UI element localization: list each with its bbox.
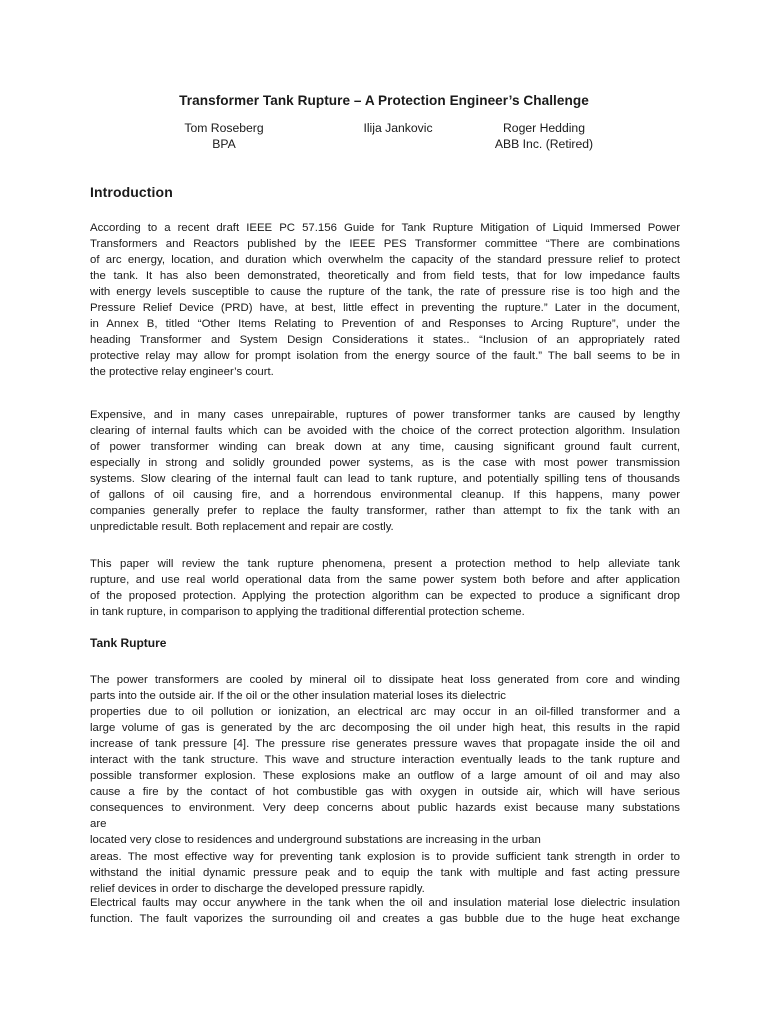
text-line: unpredictable result. Both replacement and repair are costly. xyxy=(90,521,394,534)
text-line: Expensive, and in many cases unrepairable, ruptures of power transformer tanks are caused by lengthy xyxy=(90,409,680,421)
author-name: Tom Roseberg xyxy=(184,121,264,135)
text-line: Electrical faults may occur anywhere in the tank when the oil and insulation material lose dielectric insulation xyxy=(90,897,680,909)
text-line: The power transformers are cooled by mineral oil to dissipate heat loss generated from core and winding xyxy=(90,674,680,686)
text-line: with energy levels susceptible to cause the rupture of the tank, the rate of pressure rise is too high and the xyxy=(90,286,680,299)
text-line: According to a recent draft IEEE PC 57.156 Guide for Tank Rupture Mitigation of Liquid Immersed Power xyxy=(90,222,680,234)
text-line: increase of tank pressure [4]. The pressure rise generates pressure waves that propagate inside the oil and xyxy=(90,738,680,751)
text-line: properties due to oil pollution or ionization, an electrical arc may occur in an oil-filled transformer and a xyxy=(90,706,680,719)
text-line: of arc energy, location, and duration which overwhelm the capacity of the standard pressure relief to protect xyxy=(90,254,680,267)
author-name: Ilija Jankovic xyxy=(363,121,433,135)
paragraph xyxy=(90,407,680,535)
author-block-3 xyxy=(464,121,624,152)
text-line: possible transformer explosion. These explosions make an outflow of a large amount of oil and may also xyxy=(90,770,680,783)
text-line: systems. Slow clearing of the internal fault can lead to tank rupture, and potentially spilling tens of thousands xyxy=(90,473,680,486)
text-line: rupture, and use real world operational data from the same power system both before and after application xyxy=(90,574,680,587)
text-line: protective relay may allow for prompt isolation from the energy source of the fault.” The ball seems to be in xyxy=(90,350,680,363)
text-line: companies generally prefer to replace the faulty transformer, rather than attempt to fix the tank with an xyxy=(90,505,680,518)
text-line: parts into the outside air. If the oil or the other insulation material loses its dielectric xyxy=(90,690,506,703)
text-line: the protective relay engineer’s court. xyxy=(90,366,274,379)
text-line: heading Transformer and System Design Considerations it states.. “Inclusion of an appropriately rated xyxy=(90,334,680,347)
text-line: of the proposed protection. Applying the protection algorithm can be expected to produce a significant drop xyxy=(90,590,680,603)
text-line: located very close to residences and underground substations are increasing in the urban xyxy=(90,834,541,847)
paragraph xyxy=(90,895,680,927)
text-line: of power transformer winding can break down at any time, causing significant ground fault current, xyxy=(90,441,680,454)
text-line: Transformers and Reactors published by the IEEE PES Transformer committee “There are combinations xyxy=(90,238,680,251)
paper-title: Transformer Tank Rupture – A Protection Engineer’s Challenge xyxy=(179,93,589,108)
text-line: relief devices in order to discharge the developed pressure rapidly. xyxy=(90,882,425,895)
text-line: large volume of gas is generated by the arc decomposing the oil under high heat, this results in the rapid xyxy=(90,722,680,735)
section-heading-tank-rupture: Tank Rupture xyxy=(90,636,167,650)
text-line: in tank rupture, in comparison to applying the traditional differential protection scheme. xyxy=(90,606,525,619)
author-block-2 xyxy=(318,121,478,137)
text-line: This paper will review the tank rupture phenomena, present a protection method to help alleviate tank xyxy=(90,558,680,570)
text-line: function. The fault vaporizes the surrounding oil and creates a gas bubble due to the huge heat exchange xyxy=(90,913,680,926)
text-line: the tank. It has also been demonstrated, theoretically and from field tests, that for low impedance faults xyxy=(90,270,680,283)
text-line: interact with the tank structure. This wave and structure interaction eventually leads to the tank rupture and xyxy=(90,754,680,767)
text-line: cause a fire by the contact of hot combustible gas with oxygen in outside air, which will have serious xyxy=(90,786,680,799)
text-line: clearing of internal faults which can be avoided with the choice of the correct protection algorithm. Insulation xyxy=(90,425,680,438)
text-line: consequences to environment. Very deep concerns about public hazards exist because many substations xyxy=(90,802,680,815)
text-line: especially in strong and solidly grounded power systems, as is the case with most power transmission xyxy=(90,457,680,470)
text-line: withstand the initial dynamic pressure peak and to equip the tank with multiple and fast acting pressure xyxy=(90,866,680,879)
text-line: Pressure Relief Device (PRD) have, at best, little effect in preventing the rupture.” Later in the document, xyxy=(90,302,680,315)
text-line: areas. The most effective way for preventing tank explosion is to provide sufficient tank strength in order to xyxy=(90,850,680,863)
paragraph xyxy=(90,220,680,380)
text-line: are xyxy=(90,818,107,831)
paragraph xyxy=(90,556,680,620)
author-name: Roger Hedding xyxy=(503,121,585,135)
author-affiliation: ABB Inc. (Retired) xyxy=(494,136,594,151)
paragraph xyxy=(90,672,680,897)
section-heading-introduction: Introduction xyxy=(90,184,173,200)
text-line: of gallons of oil causing fire, and a horrendous environmental cleanup. If this happens, many power xyxy=(90,489,680,502)
author-affiliation: BPA xyxy=(212,136,236,151)
author-block-1 xyxy=(144,121,304,152)
text-line: in Annex B, titled “Other Items Relating to Prevention of and Responses to Arcing Rupture”, under the xyxy=(90,318,680,331)
